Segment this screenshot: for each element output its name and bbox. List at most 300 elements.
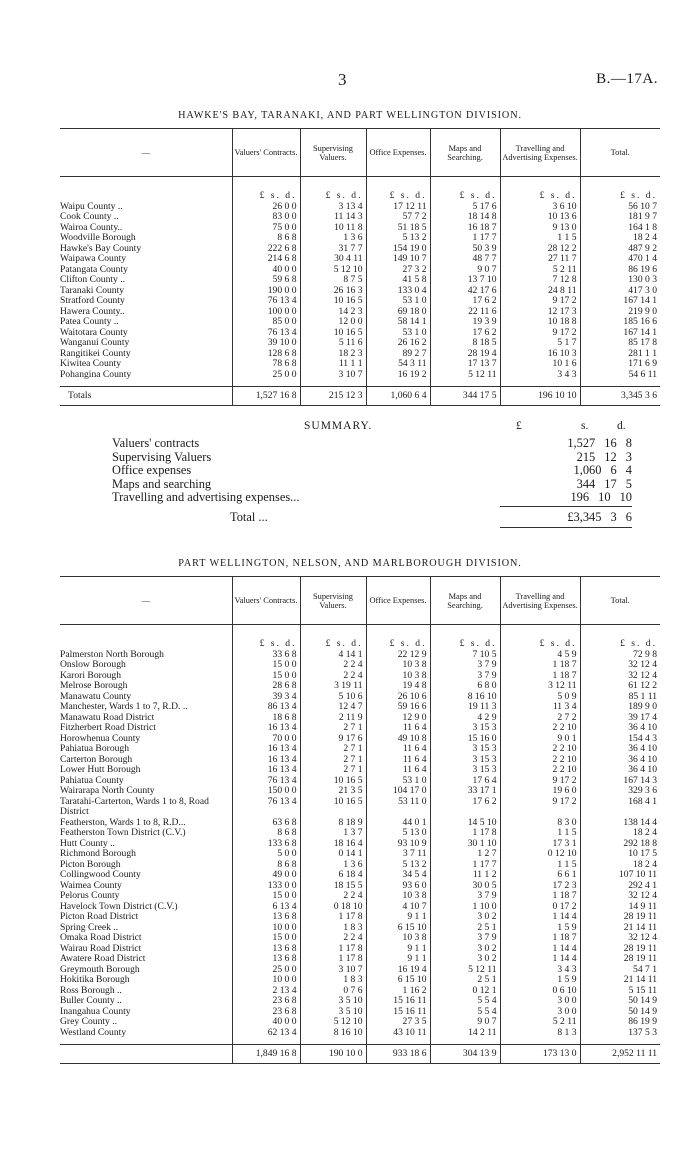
amount-cell: 0 12 10 xyxy=(500,849,580,860)
row-label: Buller County .. xyxy=(60,996,122,1006)
amount-cell: 36 4 10 xyxy=(580,744,660,755)
amount-cell: 23 6 8 xyxy=(232,996,300,1007)
amount-cell: 138 14 4 xyxy=(580,818,660,829)
amount-cell: 26 10 6 xyxy=(366,692,430,703)
col-header-valuers-contracts: Valuers' Contracts. xyxy=(232,577,300,625)
amount-cell: 6 6 1 xyxy=(500,870,580,881)
table-row xyxy=(60,233,660,244)
table-row xyxy=(60,296,660,307)
amount-cell: 8 3 0 xyxy=(500,818,580,829)
amount-cell: 89 2 7 xyxy=(366,349,430,360)
summary-value: 1,527 16 8 xyxy=(567,436,632,450)
summary-head-pence: d. xyxy=(617,420,626,432)
amount-cell: 34 5 4 xyxy=(366,870,430,881)
amount-cell: 61 12 2 xyxy=(580,681,660,692)
amount-cell: 0 6 10 xyxy=(500,986,580,997)
summary-label: Valuers' contracts xyxy=(112,436,200,450)
amount-cell: 30 1 10 xyxy=(430,839,500,850)
amount-cell: 11 1 1 xyxy=(300,359,366,370)
row-label: Waitotara County xyxy=(60,327,128,338)
amount-cell: 130 0 3 xyxy=(580,275,660,286)
amount-cell: 43 10 11 xyxy=(366,1028,430,1045)
amount-cell: 26 0 0 xyxy=(232,202,300,213)
amount-cell: 10 3 8 xyxy=(366,933,430,944)
amount-cell: 12 9 0 xyxy=(366,713,430,724)
row-label: Richmond Borough xyxy=(60,849,136,859)
amount-cell: 4 14 1 xyxy=(300,650,366,661)
amount-cell: 185 16 6 xyxy=(580,317,660,328)
amount-cell: 2 7 1 xyxy=(300,765,366,776)
amount-cell: 5 11 6 xyxy=(300,338,366,349)
row-label: Onslow Borough xyxy=(60,660,126,670)
summary-row xyxy=(112,451,632,464)
amount-cell: 137 5 3 xyxy=(580,1028,660,1045)
amount-cell: 3 7 9 xyxy=(430,933,500,944)
amount-cell: 3 10 7 xyxy=(300,965,366,976)
row-label: Melrose Borough xyxy=(60,681,128,691)
totals-cell: 215 12 3 xyxy=(300,387,366,406)
amount-cell: 23 6 8 xyxy=(232,1007,300,1018)
amount-cell: 54 3 11 xyxy=(366,359,430,370)
amount-cell: 28 12 2 xyxy=(500,244,580,255)
amount-cell: 53 1 0 xyxy=(366,296,430,307)
amount-cell: 36 4 10 xyxy=(580,755,660,766)
amount-cell: 128 6 8 xyxy=(232,349,300,360)
row-label: Stratford County xyxy=(60,296,125,306)
amount-cell: 15 16 0 xyxy=(430,734,500,745)
row-label: Fitzherbert Road District xyxy=(60,723,156,733)
amount-cell: 292 4 1 xyxy=(580,881,660,892)
totals-label xyxy=(60,1045,232,1064)
amount-cell: 72 9 8 xyxy=(580,650,660,661)
amount-cell: 1 16 2 xyxy=(366,986,430,997)
amount-cell: 4 10 7 xyxy=(366,902,430,913)
row-label: Featherston Town District (C.V.) xyxy=(60,828,186,838)
amount-cell: 5 0 0 xyxy=(232,849,300,860)
amount-cell: 5 0 9 xyxy=(500,692,580,703)
totals-cell: 1,527 16 8 xyxy=(232,387,300,406)
amount-cell: 19 11 3 xyxy=(430,702,500,713)
amount-cell: 33 17 1 xyxy=(430,786,500,797)
row-label: Omaka Road District xyxy=(60,933,142,943)
table-row xyxy=(60,912,660,923)
col-header-office-expenses: Office Expenses. xyxy=(366,129,430,177)
amount-cell: 16 13 4 xyxy=(232,765,300,776)
row-label: Pohangina County xyxy=(60,369,132,380)
amount-cell: 3 5 10 xyxy=(300,1007,366,1018)
amount-cell: 26 16 3 xyxy=(300,286,366,297)
amount-cell: 1 17 8 xyxy=(300,944,366,955)
row-label: Pelorus County xyxy=(60,891,120,901)
amount-cell: 54 6 11 xyxy=(580,370,660,387)
amount-cell: 1 5 9 xyxy=(500,975,580,986)
row-label: Pahiatua County xyxy=(60,775,124,786)
amount-cell: 10 17 5 xyxy=(580,849,660,860)
amount-cell: 17 3 1 xyxy=(500,839,580,850)
col-header-supervising-valuers: Supervising Valuers. xyxy=(300,129,366,177)
amount-cell: 11 1 2 xyxy=(430,870,500,881)
amount-cell: 16 10 3 xyxy=(500,349,580,360)
amount-cell: 76 13 4 xyxy=(232,776,300,787)
amount-cell: 168 4 1 xyxy=(580,797,660,818)
amount-cell: 10 13 6 xyxy=(500,212,580,223)
amount-cell: 4 2 9 xyxy=(430,713,500,724)
amount-cell: 5 12 11 xyxy=(430,965,500,976)
summary-head-shillings: s. xyxy=(581,420,589,432)
amount-cell: 10 16 5 xyxy=(300,296,366,307)
amount-cell: 10 18 8 xyxy=(500,317,580,328)
amount-cell: 33 6 8 xyxy=(232,650,300,661)
units-cell: £ s. d. xyxy=(366,625,430,650)
amount-cell: 4 5 9 xyxy=(500,650,580,661)
section2-table xyxy=(60,576,660,1064)
amount-cell: 3 7 11 xyxy=(366,849,430,860)
amount-cell: 7 12 8 xyxy=(500,275,580,286)
amount-cell: 3 5 10 xyxy=(300,996,366,1007)
amount-cell: 44 0 1 xyxy=(366,818,430,829)
row-label: Featherston, Wards 1 to 8, R.D... xyxy=(60,817,186,828)
amount-cell: 329 3 6 xyxy=(580,786,660,797)
row-label: Rangitikei County xyxy=(60,348,131,359)
col-header-travelling-advertising: Travelling and Advertising Expenses. xyxy=(500,129,580,177)
units-cell: £ s. d. xyxy=(232,625,300,650)
col-header-total: Total. xyxy=(580,129,660,177)
amount-cell: 8 18 9 xyxy=(300,818,366,829)
summary-label: Office expenses xyxy=(112,463,192,477)
amount-cell: 0 18 10 xyxy=(300,902,366,913)
units-cell: £ s. d. xyxy=(300,625,366,650)
amount-cell: 3 7 9 xyxy=(430,671,500,682)
amount-cell: 25 0 0 xyxy=(232,965,300,976)
amount-cell: 16 13 4 xyxy=(232,755,300,766)
amount-cell: 8 1 3 xyxy=(500,1028,580,1045)
amount-cell: 3 13 4 xyxy=(300,202,366,213)
units-cell: £ s. d. xyxy=(232,177,300,202)
amount-cell: 17 2 3 xyxy=(500,881,580,892)
amount-cell: 2 5 1 xyxy=(430,975,500,986)
amount-cell: 10 3 8 xyxy=(366,671,430,682)
amount-cell: 2 7 1 xyxy=(300,755,366,766)
amount-cell: 3 12 11 xyxy=(500,681,580,692)
amount-cell: 17 6 2 xyxy=(430,296,500,307)
amount-cell: 2 5 1 xyxy=(430,923,500,934)
amount-cell: 48 7 7 xyxy=(430,254,500,265)
amount-cell: 5 5 4 xyxy=(430,1007,500,1018)
row-label: Clifton County .. xyxy=(60,275,126,285)
row-label: Wairoa County.. xyxy=(60,222,123,233)
amount-cell: 15 0 0 xyxy=(232,660,300,671)
summary-label: Supervising Valuers xyxy=(112,449,212,464)
row-label: Picton Borough xyxy=(60,859,121,870)
amount-cell: 1 8 3 xyxy=(300,923,366,934)
units-cell: £ s. d. xyxy=(500,625,580,650)
amount-cell: 2 7 2 xyxy=(500,713,580,724)
row-label: Hawke's Bay County xyxy=(60,243,142,254)
amount-cell: 6 15 10 xyxy=(366,975,430,986)
amount-cell: 39 10 0 xyxy=(232,338,300,349)
section2-title: PART WELLINGTON, NELSON, AND MARLBOROUGH DIVISION. xyxy=(178,558,522,569)
amount-cell: 16 19 2 xyxy=(366,370,430,387)
amount-cell: 15 16 11 xyxy=(366,996,430,1007)
amount-cell: 10 1 6 xyxy=(500,359,580,370)
amount-cell: 93 6 0 xyxy=(366,881,430,892)
amount-cell: 150 0 0 xyxy=(232,786,300,797)
amount-cell: 12 4 7 xyxy=(300,702,366,713)
amount-cell: 85 1 11 xyxy=(580,692,660,703)
amount-cell: 32 12 4 xyxy=(580,933,660,944)
section1-title: HAWKE'S BAY, TARANAKI, AND PART WELLINGTON DIVISION. xyxy=(178,110,522,121)
amount-cell: 56 10 7 xyxy=(580,202,660,213)
amount-cell: 1 17 8 xyxy=(300,912,366,923)
amount-cell: 5 13 0 xyxy=(366,828,430,839)
amount-cell: 78 6 8 xyxy=(232,359,300,370)
amount-cell: 167 14 1 xyxy=(580,296,660,307)
amount-cell: 8 18 5 xyxy=(430,338,500,349)
amount-cell: 1 17 8 xyxy=(300,954,366,965)
totals-cell: 2,952 11 11 xyxy=(580,1045,660,1064)
amount-cell: 18 2 3 xyxy=(300,349,366,360)
summary-value: 1,060 6 4 xyxy=(573,463,632,477)
table-row xyxy=(60,891,660,902)
amount-cell: 1 18 7 xyxy=(500,671,580,682)
amount-cell: 30 4 11 xyxy=(300,254,366,265)
totals-cell: 3,345 3 6 xyxy=(580,387,660,406)
table-row xyxy=(60,996,660,1007)
amount-cell: 154 19 0 xyxy=(366,244,430,255)
totals-cell: 173 13 0 xyxy=(500,1045,580,1064)
table-row xyxy=(60,849,660,860)
amount-cell: 5 12 10 xyxy=(300,265,366,276)
amount-cell: 28 19 4 xyxy=(430,349,500,360)
amount-cell: 63 6 8 xyxy=(232,818,300,829)
table-row xyxy=(60,954,660,965)
amount-cell: 26 16 2 xyxy=(366,338,430,349)
amount-cell: 93 10 9 xyxy=(366,839,430,850)
amount-cell: 50 14 9 xyxy=(580,996,660,1007)
amount-cell: 1 14 4 xyxy=(500,944,580,955)
amount-cell: 31 7 7 xyxy=(300,244,366,255)
amount-cell: 5 1 7 xyxy=(500,338,580,349)
row-label: Kiwitea County xyxy=(60,359,122,369)
row-label: Wairarapa North County xyxy=(60,786,155,796)
amount-cell: 59 6 8 xyxy=(232,275,300,286)
amount-cell: 3 10 7 xyxy=(300,370,366,387)
amount-cell: 1 17 7 xyxy=(430,233,500,244)
amount-cell: 9 0 1 xyxy=(500,734,580,745)
amount-cell: 219 9 0 xyxy=(580,307,660,318)
amount-cell: 27 3 2 xyxy=(366,265,430,276)
amount-cell: 13 6 8 xyxy=(232,954,300,965)
amount-cell: 50 3 9 xyxy=(430,244,500,255)
amount-cell: 16 19 4 xyxy=(366,965,430,976)
units-cell: £ s. d. xyxy=(580,625,660,650)
amount-cell: 69 18 0 xyxy=(366,307,430,318)
col-header-total: Total. xyxy=(580,577,660,625)
summary-rule-bottom xyxy=(500,527,632,528)
amount-cell: 164 1 8 xyxy=(580,223,660,234)
amount-cell: 12 17 3 xyxy=(500,307,580,318)
amount-cell: 17 12 11 xyxy=(366,202,430,213)
row-label: Karori Borough xyxy=(60,670,122,681)
amount-cell: 76 13 4 xyxy=(232,296,300,307)
amount-cell: 2 7 1 xyxy=(300,723,366,734)
amount-cell: 1 2 7 xyxy=(430,849,500,860)
units-cell: £ s. d. xyxy=(580,177,660,202)
totals-cell: 1,849 16 8 xyxy=(232,1045,300,1064)
totals-cell: 196 10 10 xyxy=(500,387,580,406)
amount-cell: 222 6 8 xyxy=(232,244,300,255)
amount-cell: 8 7 5 xyxy=(300,275,366,286)
row-label: Spring Creek .. xyxy=(60,922,119,933)
amount-cell: 1 8 3 xyxy=(300,975,366,986)
amount-cell: 1 18 7 xyxy=(500,660,580,671)
amount-cell: 190 0 0 xyxy=(232,286,300,297)
amount-cell: 100 0 0 xyxy=(232,307,300,318)
amount-cell: 9 17 2 xyxy=(500,776,580,787)
amount-cell: 11 6 4 xyxy=(366,744,430,755)
amount-cell: 32 12 4 xyxy=(580,891,660,902)
amount-cell: 16 13 4 xyxy=(232,723,300,734)
amount-cell: 133 6 8 xyxy=(232,839,300,850)
totals-cell: 190 10 0 xyxy=(300,1045,366,1064)
amount-cell: 281 1 1 xyxy=(580,349,660,360)
amount-cell: 10 16 5 xyxy=(300,797,366,818)
amount-cell: 27 11 7 xyxy=(500,254,580,265)
amount-cell: 2 11 9 xyxy=(300,713,366,724)
amount-cell: 27 3 5 xyxy=(366,1017,430,1028)
amount-cell: 18 14 8 xyxy=(430,212,500,223)
page-number: 3 xyxy=(338,70,347,89)
amount-cell: 2 2 10 xyxy=(500,723,580,734)
table-row xyxy=(60,723,660,734)
row-label: Collingwood County xyxy=(60,870,141,880)
page-header xyxy=(0,70,700,90)
amount-cell: 13 6 8 xyxy=(232,944,300,955)
amount-cell: 10 3 8 xyxy=(366,660,430,671)
amount-cell: 15 0 0 xyxy=(232,891,300,902)
row-label: Taranaki County xyxy=(60,285,125,296)
amount-cell: 11 6 4 xyxy=(366,765,430,776)
amount-cell: 5 10 6 xyxy=(300,692,366,703)
amount-cell: 28 6 8 xyxy=(232,681,300,692)
summary-label: Maps and searching xyxy=(112,476,212,491)
amount-cell: 1 14 4 xyxy=(500,954,580,965)
amount-cell: 21 14 11 xyxy=(580,975,660,986)
amount-cell: 5 15 11 xyxy=(580,986,660,997)
summary-row xyxy=(112,464,632,477)
row-label: Pahiatua Borough xyxy=(60,744,130,754)
summary-title: SUMMARY. xyxy=(304,420,373,432)
amount-cell: 3 15 3 xyxy=(430,755,500,766)
amount-cell: 86 19 6 xyxy=(580,265,660,276)
row-label: Wairau Road District xyxy=(60,943,142,954)
amount-cell: 32 12 4 xyxy=(580,671,660,682)
amount-cell: 14 2 11 xyxy=(430,1028,500,1045)
amount-cell: 3 19 11 xyxy=(300,681,366,692)
amount-cell: 85 17 8 xyxy=(580,338,660,349)
summary-value: 196 10 10 xyxy=(570,490,632,504)
amount-cell: 7 10 5 xyxy=(430,650,500,661)
amount-cell: 70 0 0 xyxy=(232,734,300,745)
amount-cell: 10 0 0 xyxy=(232,923,300,934)
amount-cell: 17 6 2 xyxy=(430,797,500,818)
amount-cell: 417 3 0 xyxy=(580,286,660,297)
amount-cell: 18 2 4 xyxy=(580,828,660,839)
row-label: Lower Hutt Borough xyxy=(60,765,141,775)
amount-cell: 3 0 2 xyxy=(430,954,500,965)
amount-cell: 11 14 3 xyxy=(300,212,366,223)
row-label: Grey County .. xyxy=(60,1017,118,1027)
col-header-valuers-contracts: Valuers' Contracts. xyxy=(232,129,300,177)
row-label: Carterton Borough xyxy=(60,754,133,765)
table-row xyxy=(60,975,660,986)
totals-cell: 344 17 5 xyxy=(430,387,500,406)
table-row xyxy=(60,338,660,349)
amount-cell: 28 19 11 xyxy=(580,944,660,955)
table-row xyxy=(60,275,660,286)
summary-row xyxy=(112,437,632,450)
amount-cell: 22 12 9 xyxy=(366,650,430,661)
amount-cell: 1 10 0 xyxy=(430,902,500,913)
amount-cell: 3 7 9 xyxy=(430,891,500,902)
amount-cell: 18 2 4 xyxy=(580,860,660,871)
summary-label: Travelling and advertising expenses... xyxy=(112,490,300,504)
amount-cell: 3 15 3 xyxy=(430,765,500,776)
row-label: Horowhenua County xyxy=(60,733,141,744)
row-label: Manchester, Wards 1 to 7, R.D. .. xyxy=(60,702,188,712)
amount-cell: 149 10 7 xyxy=(366,254,430,265)
amount-cell: 171 6 9 xyxy=(580,359,660,370)
amount-cell: 40 0 0 xyxy=(232,265,300,276)
units-cell: £ s. d. xyxy=(300,177,366,202)
amount-cell: 83 0 0 xyxy=(232,212,300,223)
amount-cell: 1 1 5 xyxy=(500,860,580,871)
table-row xyxy=(60,870,660,881)
amount-cell: 21 14 11 xyxy=(580,923,660,934)
amount-cell: 2 7 1 xyxy=(300,744,366,755)
amount-cell: 1 3 7 xyxy=(300,828,366,839)
summary-row xyxy=(112,491,632,504)
amount-cell: 53 1 0 xyxy=(366,328,430,339)
amount-cell: 51 18 5 xyxy=(366,223,430,234)
amount-cell: 2 2 4 xyxy=(300,671,366,682)
amount-cell: 5 2 11 xyxy=(500,1017,580,1028)
table-row xyxy=(60,254,660,265)
row-label: Palmerston North Borough xyxy=(60,649,164,660)
amount-cell: 5 12 11 xyxy=(430,370,500,387)
units-cell: £ s. d. xyxy=(366,177,430,202)
amount-cell: 85 0 0 xyxy=(232,317,300,328)
row-label: Ross Borough .. xyxy=(60,985,122,996)
row-label: Patea County .. xyxy=(60,317,119,327)
amount-cell: 19 3 9 xyxy=(430,317,500,328)
amount-cell: 53 1 0 xyxy=(366,776,430,787)
row-label: Cook County .. xyxy=(60,212,119,222)
amount-cell: 9 0 7 xyxy=(430,1017,500,1028)
amount-cell: 470 1 4 xyxy=(580,254,660,265)
row-label: Picton Road District xyxy=(60,912,139,922)
row-label: Manawatu Road District xyxy=(60,712,155,723)
amount-cell: 0 17 2 xyxy=(500,902,580,913)
amount-cell: 3 0 0 xyxy=(500,1007,580,1018)
summary-row xyxy=(112,478,632,491)
amount-cell: 14 5 10 xyxy=(430,818,500,829)
table-row xyxy=(60,1028,660,1045)
amount-cell: 28 19 11 xyxy=(580,954,660,965)
amount-cell: 9 1 1 xyxy=(366,912,430,923)
amount-cell: 1 1 5 xyxy=(500,828,580,839)
summary-total-row xyxy=(230,511,632,524)
